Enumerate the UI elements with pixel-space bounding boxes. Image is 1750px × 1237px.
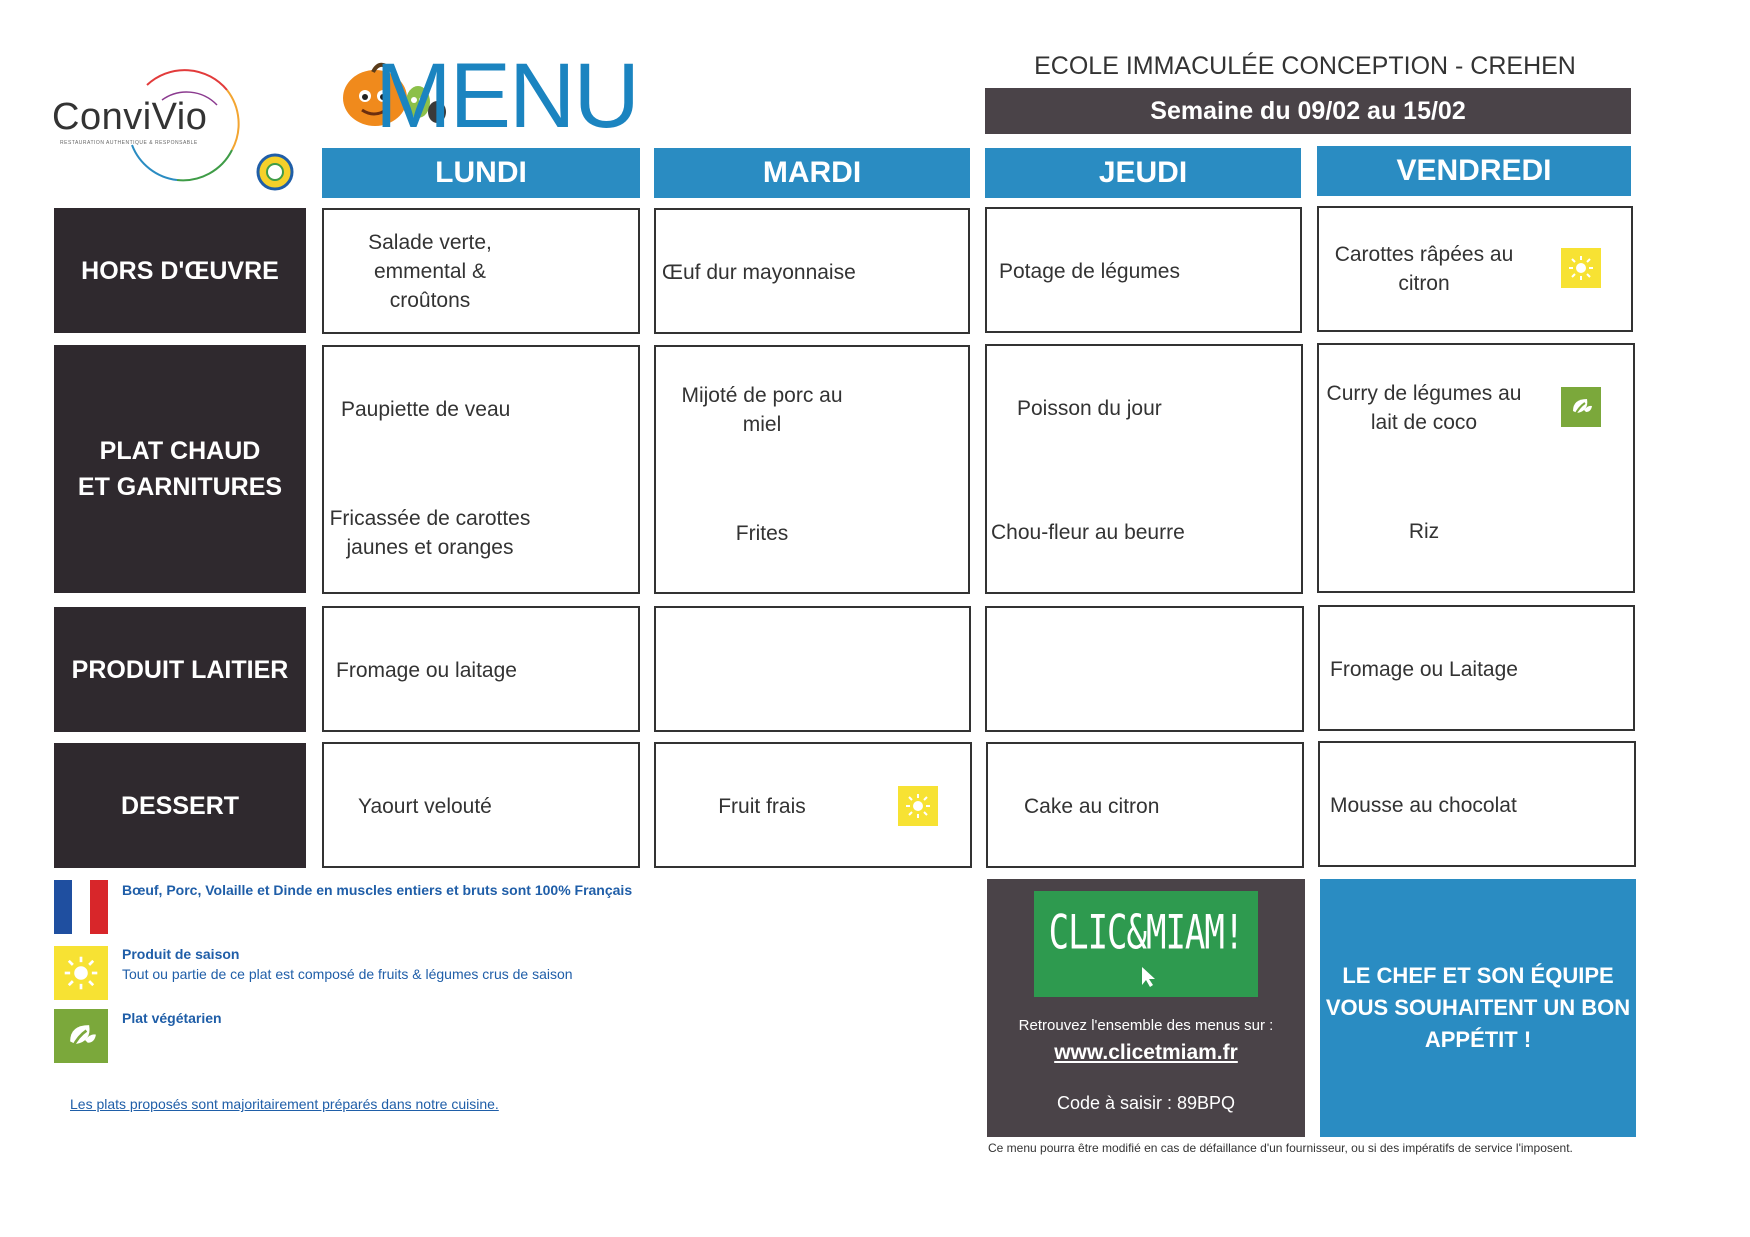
chef-message xyxy=(1320,879,1636,1137)
dish-text: Œuf dur mayonnaise xyxy=(662,261,856,284)
logo-wordmark: ConviVio xyxy=(52,96,208,138)
legend-saison-text: Tout ou partie de ce plat est composé de fruits & légumes crus de saison xyxy=(122,966,573,982)
dish-line: Curry de légumes au xyxy=(1326,382,1522,405)
cell-laitier-lundi xyxy=(322,606,640,732)
dish-text: Yaourt velouté xyxy=(358,795,492,818)
dish-line: Carottes râpées au xyxy=(1334,243,1514,266)
dish-text: Cake au citron xyxy=(1024,795,1160,818)
legend-french-text: Bœuf, Porc, Volaille et Dinde en muscles entiers et bruts sont 100% Français xyxy=(122,882,633,898)
clicetmiam-url[interactable]: www.clicetmiam.fr xyxy=(1054,1041,1238,1064)
cell-dessert-lundi xyxy=(322,742,640,868)
dish-text xyxy=(1319,379,1529,437)
sun-icon xyxy=(54,946,108,1000)
chef-line: LE CHEF ET SON ÉQUIPE xyxy=(1342,963,1614,988)
clicetmiam-code: Code à saisir : 89BPQ xyxy=(1056,1093,1236,1113)
legend-saison-title: Produit de saison xyxy=(122,946,240,962)
dish-line: croûtons xyxy=(389,289,471,312)
dish-line: Salade verte, xyxy=(368,231,492,254)
dish-line: Mijoté de porc au xyxy=(681,384,843,407)
week-banner: Semaine du 09/02 au 15/02 xyxy=(985,88,1631,134)
day-header-vendredi: VENDREDI xyxy=(1317,146,1631,196)
row-header-dessert xyxy=(54,743,306,868)
disclaimer: Ce menu pourra être modifié en cas de défaillance d'un fournisseur, ou si des impératifs de service l'imposent. xyxy=(988,1141,1573,1155)
cell-laitier-mardi xyxy=(654,606,971,732)
dish-text: Potage de légumes xyxy=(999,260,1180,283)
menu-title: MENU xyxy=(375,45,638,147)
dish-text: Fromage ou Laitage xyxy=(1330,658,1518,681)
row-header-plat-chaud xyxy=(54,345,306,593)
row-label: PRODUIT LAITIER xyxy=(71,655,289,684)
row-label: ET GARNITURES xyxy=(77,473,283,501)
row-label: HORS D'ŒUVRE xyxy=(81,256,279,285)
cell-plat-lundi xyxy=(322,345,640,594)
side-text: Riz xyxy=(1408,520,1440,543)
chef-line: VOUS SOUHAITENT UN BON xyxy=(1325,995,1631,1020)
cell-hors-doeuvre-mardi xyxy=(654,208,970,334)
leaf-icon xyxy=(54,1009,108,1063)
row-header-produit-laitier xyxy=(54,607,306,732)
row-label: PLAT CHAUD xyxy=(99,437,261,465)
cell-laitier-jeudi xyxy=(985,606,1304,732)
dish-line: lait de coco xyxy=(1370,411,1478,434)
cell-plat-jeudi xyxy=(985,344,1303,594)
dish-line: miel xyxy=(742,413,782,436)
cell-plat-vendredi xyxy=(1317,343,1635,593)
day-header-lundi: LUNDI xyxy=(322,148,640,198)
legend-vegetarien: Plat végétarien xyxy=(122,1010,222,1026)
school-name: ECOLE IMMACULÉE CONCEPTION - CREHEN xyxy=(1034,52,1576,80)
side-text xyxy=(324,504,536,562)
kitchen-note: Les plats proposés sont majoritairement préparés dans notre cuisine. xyxy=(70,1096,499,1112)
cell-dessert-jeudi xyxy=(986,742,1304,868)
dish-line: citron xyxy=(1398,272,1450,295)
dish-line: Fricassée de carottes xyxy=(329,507,531,530)
logo-tagline: RESTAURATION AUTHENTIQUE & RESPONSABLE xyxy=(60,140,198,146)
sun-icon xyxy=(1561,248,1601,288)
dish-line: emmental & xyxy=(373,260,487,283)
dish-text: Fruit frais xyxy=(718,795,806,818)
dish-text: Paupiette de veau xyxy=(341,398,511,421)
dish-text xyxy=(324,228,536,315)
cursor-icon xyxy=(1134,961,1160,989)
side-text: Chou-fleur au beurre xyxy=(991,521,1185,544)
dish-text xyxy=(1319,240,1529,298)
leaf-icon xyxy=(1561,387,1601,427)
clicetmiam-logo-text: CLIC&MIAM! xyxy=(1048,905,1244,961)
dish-text: Poisson du jour xyxy=(1017,397,1162,420)
day-header-mardi: MARDI xyxy=(654,148,970,198)
cell-hors-doeuvre-vendredi xyxy=(1317,206,1633,332)
clicetmiam-panel xyxy=(987,879,1305,1137)
side-text: Frites xyxy=(735,522,789,545)
row-label: DESSERT xyxy=(120,791,240,820)
day-header-jeudi: JEUDI xyxy=(985,148,1301,198)
row-header-hors-doeuvre xyxy=(54,208,306,333)
cell-hors-doeuvre-jeudi xyxy=(985,207,1302,333)
french-flag-icon xyxy=(54,880,108,934)
label-badge-icon xyxy=(255,152,295,192)
cell-plat-mardi xyxy=(654,345,970,594)
dish-text xyxy=(656,381,868,439)
chef-line: APPÉTIT ! xyxy=(1424,1027,1532,1052)
dish-text: Fromage ou laitage xyxy=(336,659,517,682)
cell-dessert-vendredi xyxy=(1318,741,1636,867)
clicetmiam-logo xyxy=(1034,891,1258,997)
cell-dessert-mardi xyxy=(654,742,972,868)
dish-text: Mousse au chocolat xyxy=(1330,794,1517,817)
cell-laitier-vendredi xyxy=(1318,605,1635,731)
clicetmiam-text: Retrouvez l'ensemble des menus sur : xyxy=(1018,1017,1274,1034)
cell-hors-doeuvre-lundi xyxy=(322,208,640,334)
sun-icon xyxy=(898,786,938,826)
dish-line: jaunes et oranges xyxy=(346,536,514,559)
convivio-logo xyxy=(52,60,242,190)
